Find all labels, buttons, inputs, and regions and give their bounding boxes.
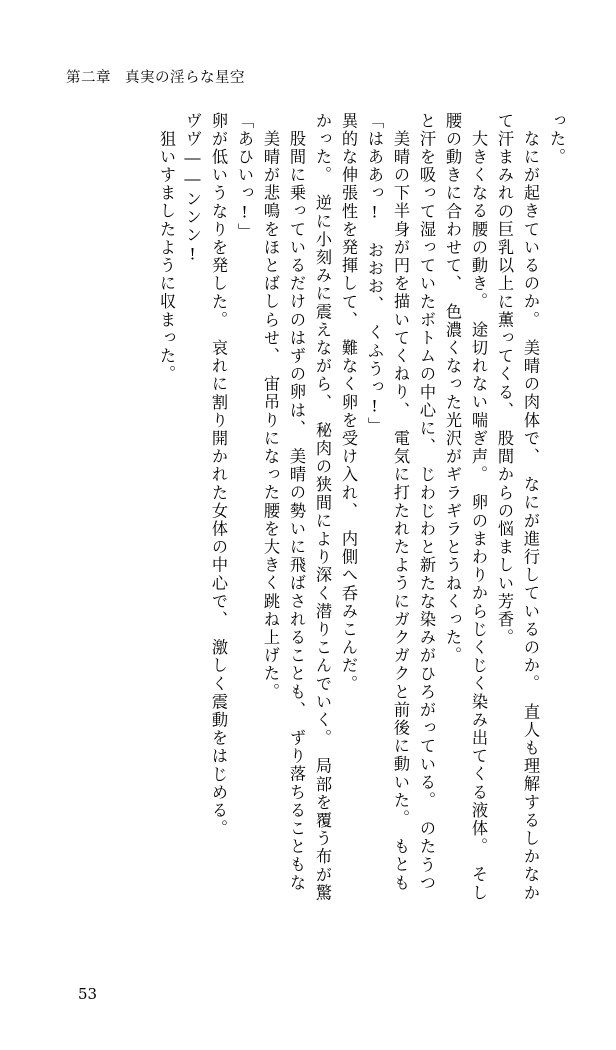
text-column: 腰の動きに合わせて、 色濃くなった光沢がギラギラとうねくった。 <box>443 112 462 665</box>
text-column: かった。 逆に小刻みに震えながら、 秘肉の狭間により深く潜りこんでいく。 局部を覆う布が驚 <box>313 112 332 903</box>
text-column: 狙いすましたように収まった。 <box>157 130 176 384</box>
text-column: 「あひいっ!」 <box>235 112 254 242</box>
body-text <box>148 112 564 952</box>
text-column: て汗まみれの巨乳以上に薫ってくる、 股間からの悩ましい芳香。 <box>495 112 514 647</box>
text-column: 美晴が悲鳴をほとばしらせ、 宙吊りになった腰を大きく跳ね上げた。 <box>261 130 280 702</box>
chapter-title: 真実の淫らな星空 <box>125 70 245 86</box>
text-column: ヴヴ――ンンン! <box>183 112 202 266</box>
text-column: 卵が低いうなりを発した。 哀れに割り開かれた女体の中心で、 激しく震動をはじめる。 <box>209 112 228 838</box>
text-column: った。 <box>547 112 566 167</box>
text-column: 美晴の下半身が円を描いてくねり、 電気に打たれたようにガクガクと前後に動いた。 もとも <box>391 130 410 893</box>
text-column: 「はああっ! おおお、 くふうっ!」 <box>365 112 384 436</box>
page-number: 53 <box>78 985 98 1003</box>
text-column: 股間に乗っているだけのはずの卵は、 美晴の勢いに飛ばされることも、 ずり落ちることもな <box>287 130 306 893</box>
text-column: 大きくなる腰の動き。 途切れない喘ぎ声。 卵のまわりからじくじく染み出てくる液体。 そし <box>469 130 488 903</box>
text-column: 異的な伸張性を発揮して、 難なく卵を受け入れ、 内側へ呑みこんだ。 <box>339 112 358 694</box>
text-column: と汗を吸って湿っていたボトムの中心に、 じわじわと新たな染みがひろがっている。 のたうつ <box>417 112 436 893</box>
text-column: なにが起きているのか。 美晴の肉体で、 なにが進行しているのか。 直人も理解するしかなか <box>521 130 540 903</box>
chapter-number: 第二章 <box>66 70 111 86</box>
running-head <box>66 66 245 87</box>
